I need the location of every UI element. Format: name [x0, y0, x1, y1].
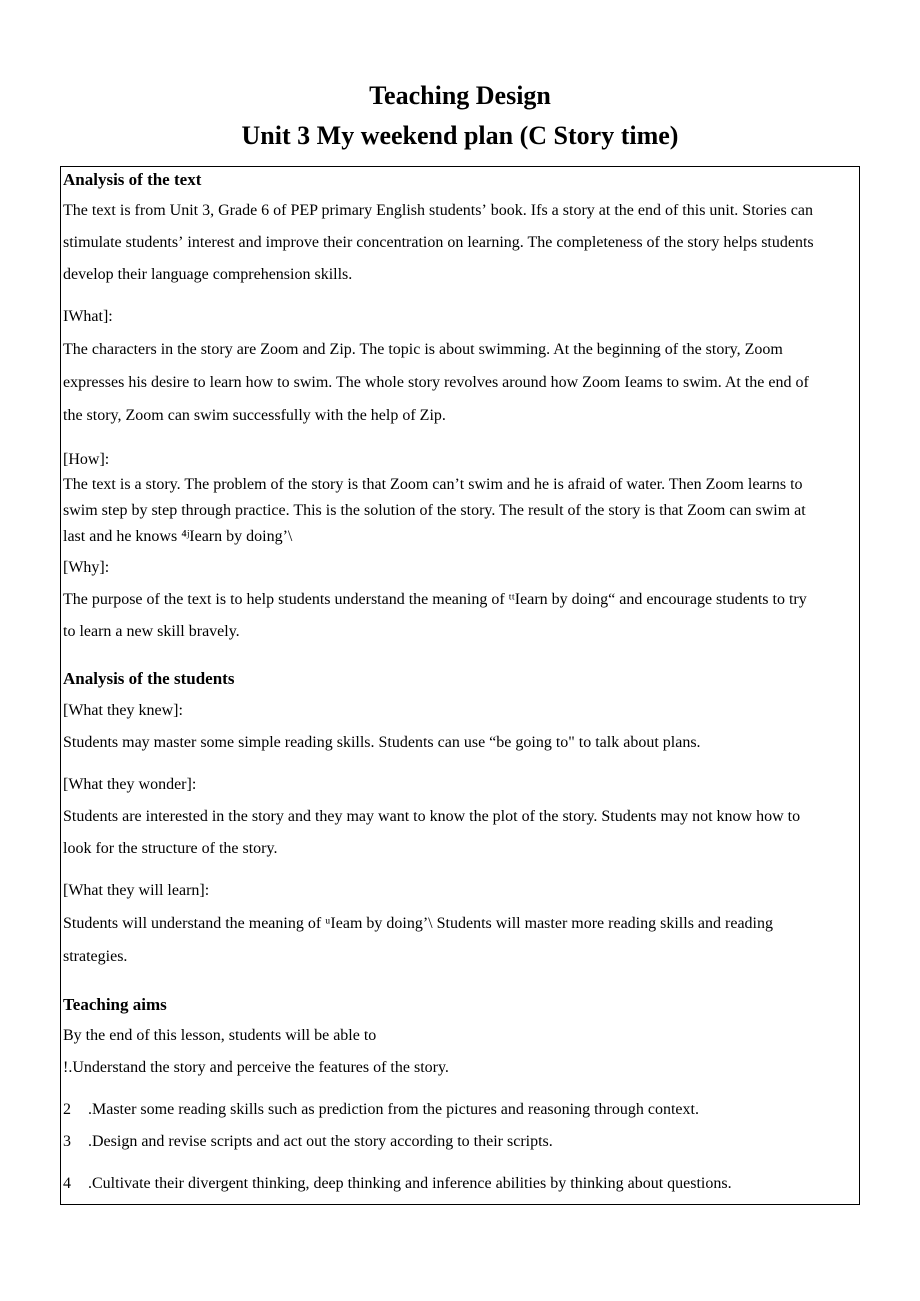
text-analysis-intro-line: The text is from Unit 3, Grade 6 of PEP primary English studentsʼ book. Ifs a story at the end of this unit. Stories can: [63, 202, 813, 219]
aims-intro: By the end of this lesson, students will be able to: [63, 1027, 377, 1044]
knew-label: [What they knew]:: [63, 702, 183, 719]
what-line: The characters in the story are Zoom and Zip. The topic is about swimming. At the beginning of the story, Zoom: [63, 341, 783, 358]
how-label: [How]:: [63, 451, 110, 468]
why-line: to learn a new skill bravely.: [63, 623, 240, 640]
learn-line: strategies.: [63, 948, 128, 965]
how-line: The text is a story. The problem of the story is that Zoom canʼt swim and he is afraid of water. Then Zoom learns to: [63, 476, 803, 493]
what-line: the story, Zoom can swim successfully with the help of Zip.: [63, 407, 446, 424]
what-label: IWhat]:: [63, 308, 113, 325]
text-analysis-intro-line: stimulate studentsʼ interest and improve their concentration on learning. The completeness of the story helps students: [63, 234, 814, 251]
wonder-line: look for the structure of the story.: [63, 840, 278, 857]
page-subtitle: Unit 3 My weekend plan (C Story time): [241, 121, 679, 150]
aim-text: .Design and revise scripts and act out the story according to their scripts.: [88, 1133, 553, 1150]
aim-item-3: [63, 1132, 553, 1152]
aim-text: .Cultivate their divergent thinking, deep thinking and inference abilities by thinking about questions.: [88, 1175, 732, 1192]
section-heading-teaching-aims: Teaching aims: [63, 995, 167, 1014]
aim-text: .Master some reading skills such as prediction from the pictures and reasoning through context.: [88, 1101, 699, 1118]
aim-number: 3: [63, 1133, 71, 1150]
how-line: last and he knows ⁴ʲIearn by doingʼ\: [63, 528, 293, 545]
knew-line: Students may master some simple reading skills. Students can use “be going to" to talk about plans.: [63, 734, 701, 751]
section-heading-students-analysis: Analysis of the students: [63, 669, 235, 688]
aim-number: 2: [63, 1101, 71, 1118]
why-line: The purpose of the text is to help students understand the meaning of ᵗᵗIearn by doing“ and encourage students to try: [63, 591, 807, 608]
what-line: expresses his desire to learn how to swim. The whole story revolves around how Zoom Ieams to swim. At the end of: [63, 374, 809, 391]
aim-item-1: !.Understand the story and perceive the features of the story.: [63, 1059, 449, 1076]
learn-label: [What they will learn]:: [63, 882, 210, 899]
wonder-line: Students are interested in the story and they may want to know the plot of the story. Students may not know how to: [63, 808, 801, 825]
page-title: Teaching Design: [369, 81, 551, 110]
text-analysis-intro-line: develop their language comprehension skills.: [63, 266, 353, 283]
why-label: [Why]:: [63, 559, 110, 576]
learn-line: Students will understand the meaning of ᵘIeam by doingʼ\ Students will master more reading skills and reading: [63, 915, 773, 932]
aim-item-4: [63, 1174, 732, 1194]
how-line: swim step by step through practice. This is the solution of the story. The result of the story is that Zoom can swim at: [63, 502, 806, 519]
section-heading-text-analysis: Analysis of the text: [63, 170, 202, 189]
aim-number: 4: [63, 1175, 71, 1192]
aim-item-2: [63, 1100, 699, 1120]
wonder-label: [What they wonder]:: [63, 776, 197, 793]
